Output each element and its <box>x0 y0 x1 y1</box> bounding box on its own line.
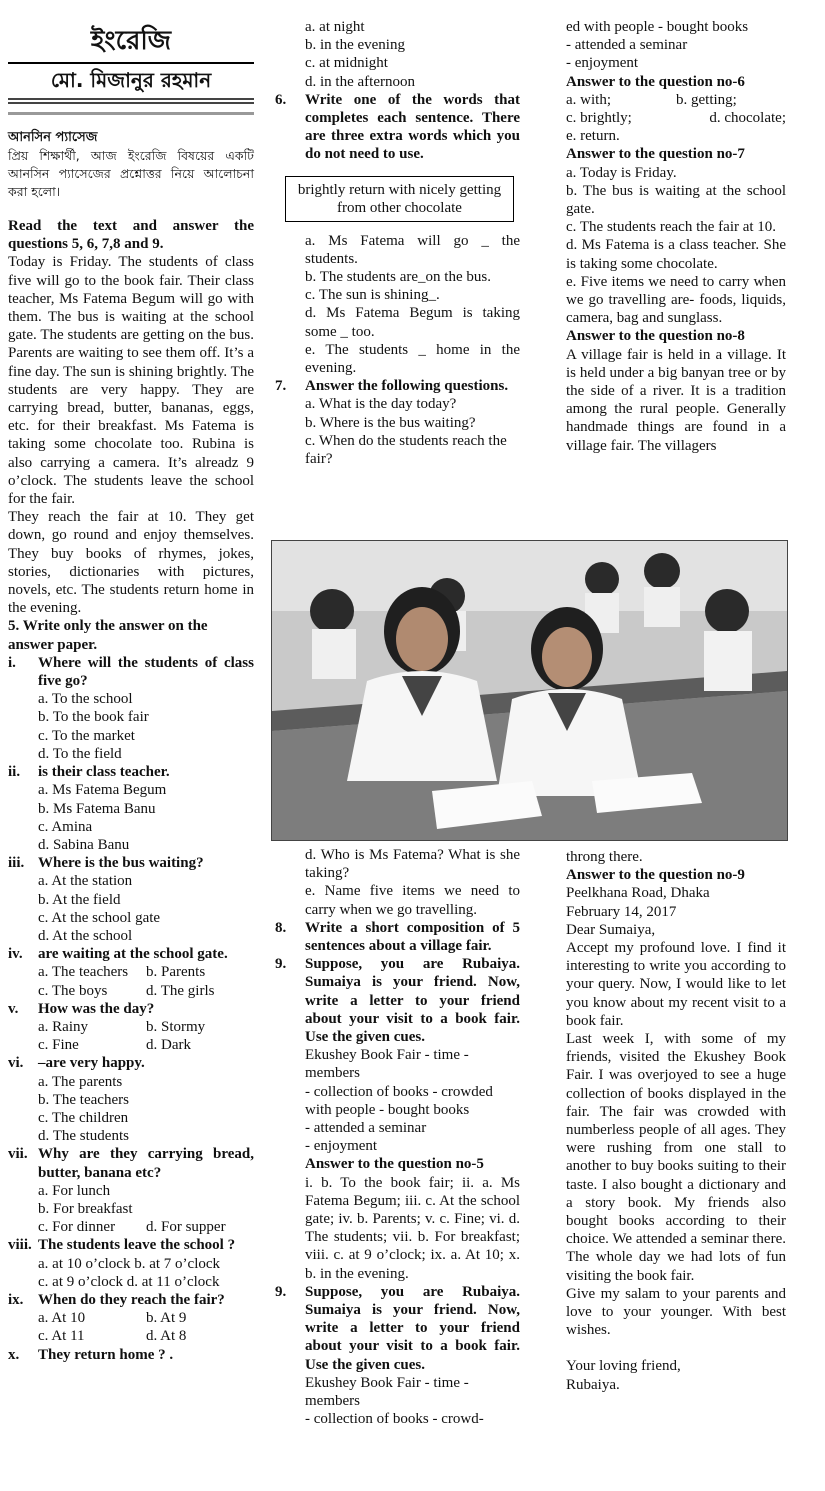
option: b. To the book fair <box>38 709 149 726</box>
fill-blank-item: c. The sun is shining_. <box>305 287 440 304</box>
answer-item: b. getting; <box>676 91 737 108</box>
question-text: How was the day? <box>38 1000 155 1017</box>
option: d. in the afternoon <box>305 73 415 90</box>
question-item <box>8 1000 254 1055</box>
cue-text: Ekushey Book Fair - time - members <box>305 1374 469 1410</box>
answer-item: c. The students reach the fair at 10. <box>566 219 777 236</box>
option: c. at midnight <box>305 55 388 72</box>
passage-instruction: Read the text and answer the questions 5, 6, 7,8 and 9. <box>8 218 254 253</box>
cue-text: - enjoyment <box>305 1138 378 1155</box>
option: c. At the school gate <box>38 909 161 926</box>
question-item <box>8 1236 254 1291</box>
answer-item: d. Ms Fatema is a class teacher. She is taking some chocolate. <box>566 237 786 272</box>
option: c. For dinner <box>38 1219 116 1236</box>
option: a. At the station <box>38 873 133 890</box>
cue-text: Ekushey Book Fair - time - members <box>305 1047 469 1082</box>
q5-title: 5. Write only the answer on the answer paper. <box>8 618 208 653</box>
letter-date: February 14, 2017 <box>566 903 677 920</box>
question-subitem: a. What is the day today? <box>305 396 457 413</box>
option: b. For breakfast <box>38 1200 133 1217</box>
answer-item: a. with; <box>566 91 611 108</box>
column-middle-bottom <box>275 846 520 1429</box>
answer-heading: Answer to the question no-5 <box>305 1156 484 1173</box>
question-item <box>8 945 254 1000</box>
question-text: are waiting at the school gate. <box>38 946 228 963</box>
question-item <box>8 763 254 854</box>
option: b. Stormy <box>146 1018 206 1035</box>
option: b. The teachers <box>38 1091 129 1108</box>
answer-heading: Answer to the question no-9 <box>566 867 745 884</box>
cue-text: - enjoyment <box>566 55 639 72</box>
section-title: আনসিন প্যাসেজ <box>8 130 98 145</box>
option: a. At 10 <box>38 1310 86 1327</box>
question-subitem: e. Name five items we need to carry when we go travelling. <box>305 883 520 918</box>
letter-address: Peelkhana Road, Dhaka <box>566 885 710 902</box>
q5-list <box>8 654 254 1364</box>
option: a. Ms Fatema Begum <box>38 782 167 799</box>
option: b. in the evening <box>305 37 405 54</box>
option: d. Sabina Banu <box>38 836 130 853</box>
answer-item: e. Five items we need to carry when we go travelling are- foods, liquids, camera, bag and sunglass. <box>566 273 786 327</box>
question-text: Write one of the words that completes each sentence. There are three extra words which you do not need to use. <box>305 91 520 163</box>
column-left <box>8 0 254 1364</box>
question-text: Suppose, you are Rubaiya. Sumaiya is your friend. Now, write a letter to your friend about your visit to a book fair. Use the given cues. <box>305 1283 520 1373</box>
cue-text: - collection of books - crowded with people - bought books <box>305 1083 493 1118</box>
question-subitem: d. Who is Ms Fatema? What is she taking? <box>305 847 520 882</box>
author-name: মো. মিজানুর রহমান <box>8 62 254 104</box>
question-item <box>8 1291 254 1346</box>
intro-text: প্রিয় শিক্ষার্থী, আজ ইংরেজি বিষয়ের একটি আনসিন প্যাসেজের প্রশ্নোত্তর নিয়ে আলোচনা করা হলো। <box>8 148 254 199</box>
question-item <box>8 854 254 945</box>
question-item <box>8 1145 254 1236</box>
answer-paragraph: i. b. To the book fair; ii. a. Ms Fatema Begum; iii. c. At the school gate; iv. b. Parents; v. c. Fine; vi. d. The students; vii. b. For breakfast; viii. c. at 9 o’clock; ix. a. At 10; x. b. in the evening. <box>305 1174 520 1282</box>
option: d. The students <box>38 1128 129 1145</box>
option: c. Amina <box>38 818 93 835</box>
answer-item: c. brightly; <box>566 110 632 127</box>
question-text: –are very happy. <box>38 1055 145 1072</box>
fill-blank-item: a. Ms Fatema will go _ the students. <box>305 232 520 267</box>
question-number: 8. <box>275 919 287 936</box>
answer-heading: Answer to the question no-7 <box>566 146 745 163</box>
column-right-top <box>566 18 786 455</box>
option: d. To the field <box>38 745 122 762</box>
subject-title: ইংরেজি <box>90 26 172 56</box>
fill-blank-item: b. The students are_on the bus. <box>305 269 491 286</box>
option: c. The boys <box>38 982 108 999</box>
option: d. Dark <box>146 1037 191 1054</box>
question-number: i. <box>8 654 16 671</box>
question-number: iv. <box>8 946 23 963</box>
option: a. at 10 o’clock b. at 7 o’clock <box>38 1255 221 1272</box>
question-number: v. <box>8 1000 19 1017</box>
option: c. Fine <box>38 1037 79 1054</box>
question-number: viii. <box>8 1237 32 1254</box>
letter-closing: Your loving friend, <box>566 1358 681 1375</box>
question-text: Answer the following questions. <box>305 378 509 395</box>
answer-item: d. chocolate; <box>709 110 786 127</box>
option: a. The parents <box>38 1073 123 1090</box>
answer-item: a. Today is Friday. <box>566 164 677 181</box>
answer-item: b. The bus is waiting at the school gate. <box>566 182 786 218</box>
option: b. At 9 <box>146 1310 187 1327</box>
question-item <box>8 1054 254 1145</box>
option: d. The girls <box>146 982 215 999</box>
question-number: 9. <box>275 1283 287 1300</box>
answer-item: e. return. <box>566 128 620 145</box>
question-text: is their class teacher. <box>38 764 170 781</box>
answer-paragraph: throng there. <box>566 849 643 865</box>
column-right-bottom <box>566 848 786 1394</box>
answer-heading: Answer to the question no-6 <box>566 73 745 90</box>
question-number: 7. <box>275 378 287 395</box>
question-number: vi. <box>8 1055 24 1072</box>
option: a. at night <box>305 19 365 35</box>
question-text: When do they reach the fair? <box>38 1291 225 1308</box>
option: a. To the school <box>38 691 133 708</box>
option: d. At the school <box>38 927 133 944</box>
option: b. Parents <box>146 964 206 981</box>
letter-paragraph: Give my salam to your parents and love to your younger. With best wishes. <box>566 1285 786 1339</box>
option: c. The children <box>38 1109 129 1126</box>
question-number: iii. <box>8 855 25 872</box>
letter-paragraph: Last week I, with some of my friends, visited the Ekushey Book Fair. I was overjoyed to see a huge collection of books displayed in the fair. The fair was crowded with numberless people of all ages. They were rushing from one stall to another to buy books suiting to their taste. I also bought a dictionary and a story book. My friends also bought books according to their choice. We attended a seminar there. The whole day we had lots of fun visiting the book fair. <box>566 1031 786 1284</box>
question-item <box>8 654 254 763</box>
question-number: 6. <box>275 91 287 108</box>
option: c. To the market <box>38 727 135 744</box>
option: b. Ms Fatema Banu <box>38 800 156 817</box>
question-text: Where is the bus waiting? <box>38 855 204 872</box>
letter-paragraph: Accept my profound love. I find it interesting to write you according to your query. Now, I would like to let you know about my recent visit to a book fair. <box>566 940 786 1029</box>
question-number: vii. <box>8 1146 28 1163</box>
passage-para-2: They reach the fair at 10. They get down, go round and enjoy themselves. They buy books of rhymes, jokes, stories, dictionaries with pictures, novels, etc. The students return home in the evening. <box>8 509 254 617</box>
fill-blank-item: e. The students _ home in the evening. <box>305 341 520 377</box>
cue-text: ed with people - bought books <box>566 19 749 35</box>
question-text: Why are they carrying bread, butter, banana etc? <box>38 1146 254 1181</box>
option: b. At the field <box>38 891 121 908</box>
question-subitem: c. When do the students reach the fair? <box>305 432 507 468</box>
question-number: 9. <box>275 956 287 973</box>
option: d. For supper <box>146 1219 226 1236</box>
letter-signature: Rubaiya. <box>566 1376 620 1393</box>
cue-text: - attended a seminar <box>566 37 688 54</box>
question-text: They return home ? . <box>38 1346 174 1363</box>
question-number: ix. <box>8 1291 24 1308</box>
answer-paragraph: A village fair is held in a village. It is held under a big banyan tree or by the side of a river. It is a tradition among the rural people. Generally handmade things are found in a village fair. The villagers <box>566 346 786 454</box>
divider <box>8 112 254 115</box>
question-text: Where will the students of class five go? <box>38 654 254 690</box>
question-number: x. <box>8 1346 20 1363</box>
question-text: Write a short composition of 5 sentences about a village fair. <box>305 919 520 955</box>
option: c. at 9 o’clock d. at 11 o’clock <box>38 1273 220 1290</box>
option: c. At 11 <box>38 1328 85 1345</box>
column-middle-top <box>275 18 520 468</box>
option: a. Rainy <box>38 1018 88 1035</box>
cue-text: - collection of books - crowd- <box>305 1411 484 1428</box>
classroom-photo <box>271 540 788 841</box>
option: d. At 8 <box>146 1328 187 1345</box>
question-item <box>8 1346 254 1364</box>
question-text: The students leave the school ? <box>38 1237 236 1254</box>
fill-blank-item: d. Ms Fatema Begum is taking some _ too. <box>305 305 520 340</box>
option: a. The teachers <box>38 964 129 981</box>
cue-text: - attended a seminar <box>305 1120 427 1137</box>
question-subitem: b. Where is the bus waiting? <box>305 414 476 431</box>
option: a. For lunch <box>38 1182 111 1199</box>
question-number: ii. <box>8 764 21 781</box>
passage-para-1: Today is Friday. The students of class five will go to the book fair. Their class teacher, Ms Fatema Begum will go with them. The bus is waiting at the school gate. The students are getting on the bus. Parents are waiting to see them off. It’s a fine day. The sun is shining brightly. The students are very happy. They are carrying bread, butter, bananas, eggs, etc. for their breakfast. Ms Fatema is taking some chocolate too. Rubina is also carrying a camera. It’s alreadz 9 o’clock. The students leave the school for the fair. <box>8 254 254 508</box>
question-text: Suppose, you are Rubaiya. Sumaiya is your friend. Now, write a letter to your friend about your visit to a book fair. Use the given cues. <box>305 956 520 1046</box>
word-box: brightly return with nicely getting from other chocolate <box>285 176 514 222</box>
answer-heading: Answer to the question no-8 <box>566 328 745 345</box>
letter-greeting: Dear Sumaiya, <box>566 921 656 938</box>
